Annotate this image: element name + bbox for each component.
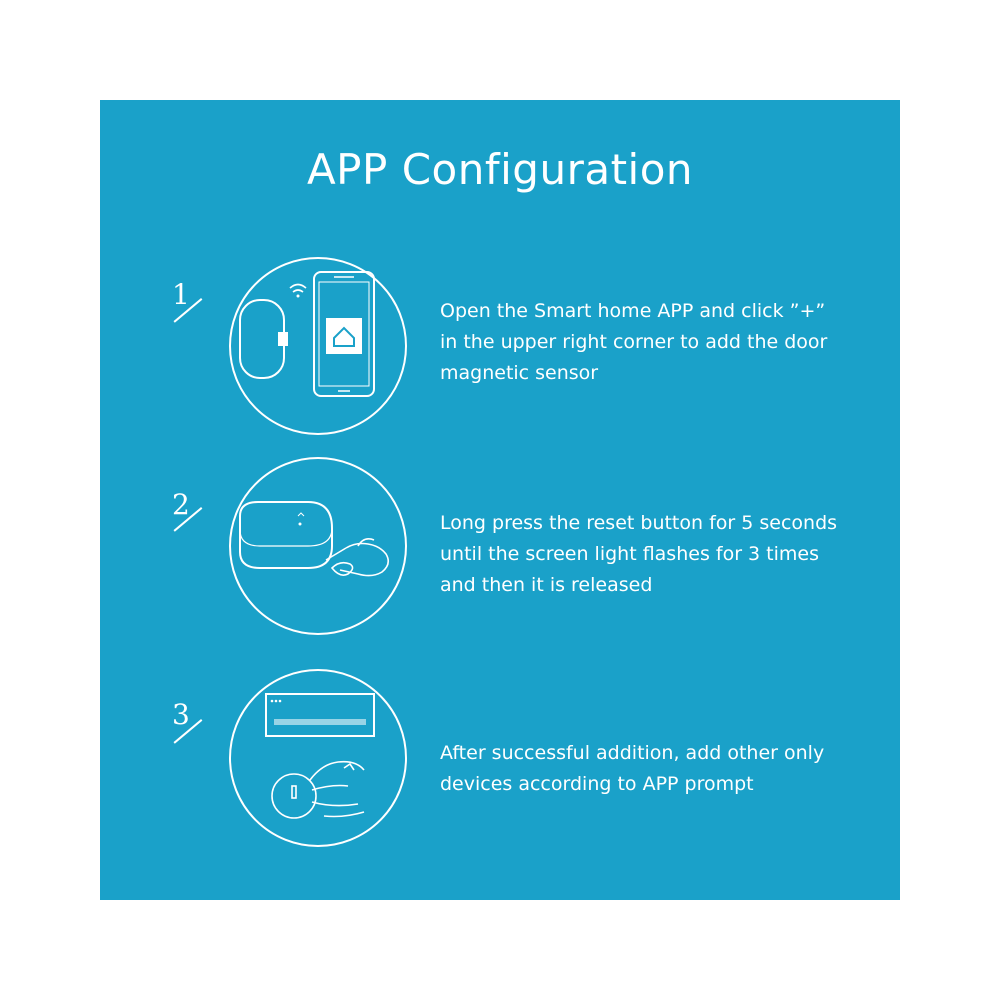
step-number: 1 — [172, 278, 190, 311]
step-2 — [0, 456, 1000, 636]
step-description — [440, 296, 827, 389]
description-line: until the screen light flashes for 3 times — [440, 543, 819, 565]
description-line: devices according to APP prompt — [440, 773, 754, 795]
description-line: and then it is released — [440, 574, 653, 596]
description-line: After successful addition, add other only — [440, 742, 825, 764]
step-3 — [0, 668, 1000, 848]
description-line: magnetic sensor — [440, 362, 599, 384]
page-title: APP Configuration — [306, 145, 694, 194]
step-number: 2 — [172, 488, 190, 521]
description-line: Long press the reset button for 5 seconds — [440, 512, 838, 534]
step-description — [440, 508, 837, 601]
description-line: Open the Smart home APP and click ”+” — [440, 300, 826, 322]
press-reset-button-icon — [228, 456, 408, 636]
description-line: in the upper right corner to add the door — [440, 331, 828, 353]
phone-with-door-sensor-icon — [228, 256, 408, 436]
step-description — [440, 738, 824, 800]
step-1 — [0, 256, 1000, 436]
step-number: 3 — [172, 698, 190, 731]
hand-with-device-icon — [228, 668, 408, 848]
